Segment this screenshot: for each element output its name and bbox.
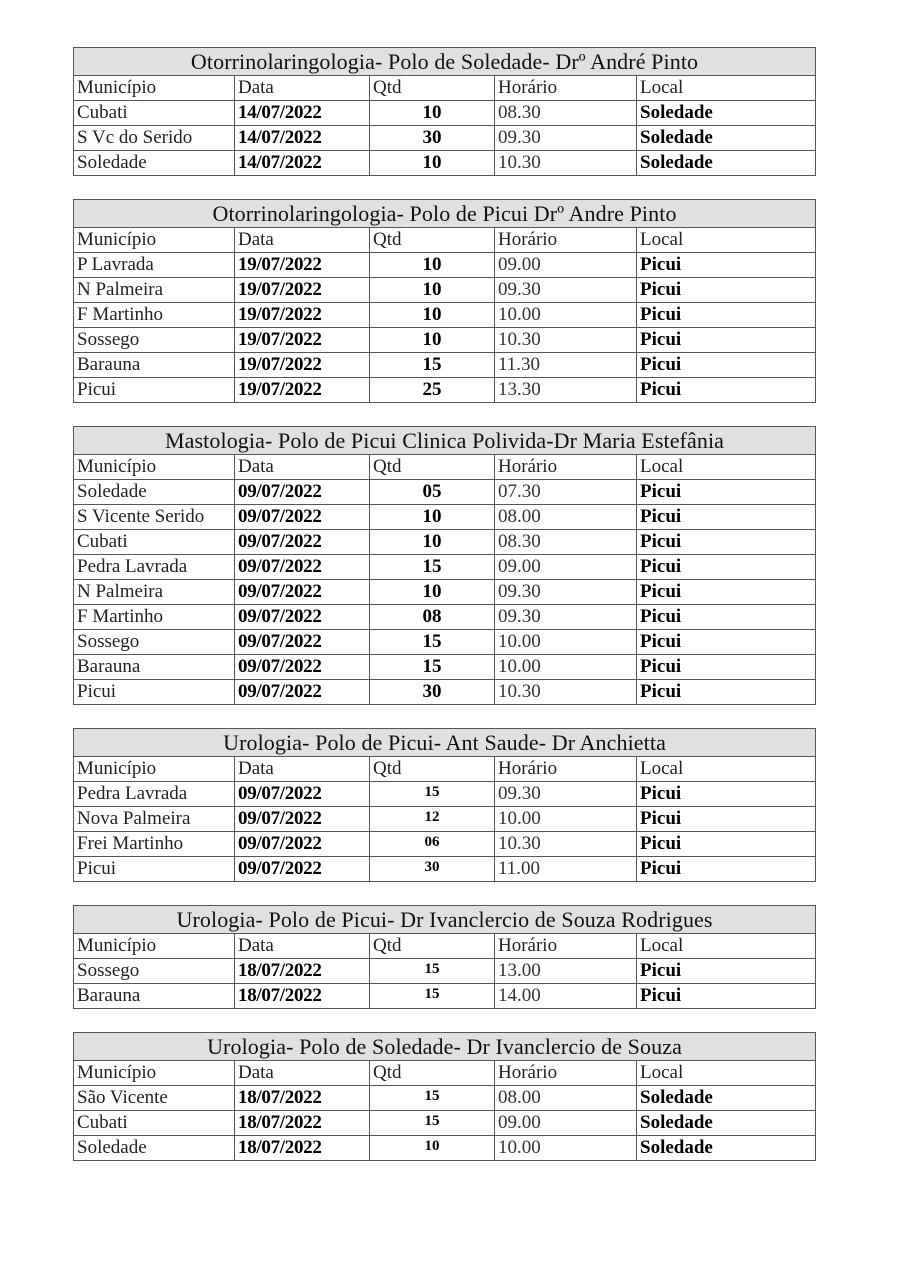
column-header-municipio: Município [74, 1061, 235, 1086]
table-row [74, 959, 816, 984]
cell-municipio: Cubati [74, 530, 235, 555]
cell-municipio: Pedra Lavrada [74, 782, 235, 807]
column-header-qtd: Qtd [370, 1061, 495, 1086]
cell-municipio: N Palmeira [74, 278, 235, 303]
cell-data: 09/07/2022 [235, 530, 370, 555]
cell-municipio: Picui [74, 378, 235, 403]
cell-qtd: 15 [370, 353, 495, 378]
cell-local: Picui [637, 328, 816, 353]
column-header-qtd: Qtd [370, 76, 495, 101]
schedule-table-urologia-picui-ivanclercio [73, 905, 816, 1009]
cell-local: Picui [637, 555, 816, 580]
cell-data: 09/07/2022 [235, 580, 370, 605]
column-header-local: Local [637, 757, 816, 782]
table-row [74, 807, 816, 832]
table-row [74, 1136, 816, 1161]
table-row [74, 857, 816, 882]
cell-data: 09/07/2022 [235, 782, 370, 807]
cell-horario: 09.30 [495, 605, 637, 630]
cell-municipio: Barauna [74, 655, 235, 680]
cell-data: 09/07/2022 [235, 832, 370, 857]
column-header-data: Data [235, 934, 370, 959]
cell-municipio: S Vicente Serido [74, 505, 235, 530]
cell-qtd: 30 [370, 680, 495, 705]
table-row [74, 1111, 816, 1136]
cell-qtd: 10 [370, 278, 495, 303]
column-header-data: Data [235, 228, 370, 253]
cell-local: Picui [637, 655, 816, 680]
cell-local: Picui [637, 530, 816, 555]
cell-local: Picui [637, 807, 816, 832]
cell-horario: 10.00 [495, 655, 637, 680]
table-row [74, 605, 816, 630]
cell-qtd: 05 [370, 480, 495, 505]
table-row [74, 984, 816, 1009]
cell-local: Soledade [637, 101, 816, 126]
table-title: Urologia- Polo de Picui- Ant Saude- Dr Anchietta [74, 729, 816, 757]
table-row [74, 378, 816, 403]
column-header-row [74, 76, 816, 101]
cell-municipio: Frei Martinho [74, 832, 235, 857]
cell-qtd: 30 [370, 857, 495, 882]
cell-municipio: S Vc do Serido [74, 126, 235, 151]
cell-qtd: 15 [370, 1086, 495, 1111]
table-row [74, 101, 816, 126]
column-header-municipio: Município [74, 76, 235, 101]
table-row [74, 1086, 816, 1111]
cell-municipio: Soledade [74, 151, 235, 176]
cell-horario: 09.30 [495, 580, 637, 605]
table-row [74, 151, 816, 176]
cell-local: Picui [637, 353, 816, 378]
cell-horario: 09.00 [495, 555, 637, 580]
column-header-local: Local [637, 934, 816, 959]
cell-horario: 10.00 [495, 1136, 637, 1161]
cell-qtd: 10 [370, 328, 495, 353]
cell-qtd: 10 [370, 505, 495, 530]
cell-municipio: São Vicente [74, 1086, 235, 1111]
cell-municipio: Sossego [74, 328, 235, 353]
cell-municipio: Cubati [74, 101, 235, 126]
cell-local: Soledade [637, 151, 816, 176]
table-title: Urologia- Polo de Soledade- Dr Ivanclercio de Souza [74, 1033, 816, 1061]
column-header-municipio: Município [74, 757, 235, 782]
schedule-table-otorrino-picui [73, 199, 816, 403]
cell-local: Picui [637, 857, 816, 882]
cell-municipio: F Martinho [74, 605, 235, 630]
cell-data: 19/07/2022 [235, 353, 370, 378]
cell-local: Soledade [637, 1086, 816, 1111]
column-header-row [74, 1061, 816, 1086]
column-header-row [74, 757, 816, 782]
cell-data: 09/07/2022 [235, 605, 370, 630]
table-row [74, 630, 816, 655]
cell-qtd: 15 [370, 959, 495, 984]
cell-horario: 09.00 [495, 1111, 637, 1136]
schedule-table-mastologia-picui [73, 426, 816, 705]
table-row [74, 505, 816, 530]
cell-local: Picui [637, 303, 816, 328]
column-header-data: Data [235, 455, 370, 480]
cell-horario: 10.30 [495, 680, 637, 705]
cell-data: 18/07/2022 [235, 1136, 370, 1161]
cell-data: 09/07/2022 [235, 505, 370, 530]
cell-local: Soledade [637, 1111, 816, 1136]
column-header-data: Data [235, 76, 370, 101]
cell-local: Picui [637, 580, 816, 605]
column-header-local: Local [637, 76, 816, 101]
cell-qtd: 10 [370, 580, 495, 605]
cell-data: 18/07/2022 [235, 959, 370, 984]
table-title: Mastologia- Polo de Picui Clinica Polivida-Dr Maria Estefânia [74, 427, 816, 455]
cell-qtd: 10 [370, 253, 495, 278]
cell-municipio: Picui [74, 857, 235, 882]
cell-municipio: Soledade [74, 1136, 235, 1161]
table-row [74, 253, 816, 278]
column-header-horario: Horário [495, 1061, 637, 1086]
column-header-row [74, 455, 816, 480]
cell-data: 19/07/2022 [235, 253, 370, 278]
cell-qtd: 30 [370, 126, 495, 151]
cell-local: Picui [637, 832, 816, 857]
column-header-horario: Horário [495, 228, 637, 253]
cell-horario: 07.30 [495, 480, 637, 505]
column-header-qtd: Qtd [370, 934, 495, 959]
cell-horario: 09.30 [495, 278, 637, 303]
cell-municipio: Soledade [74, 480, 235, 505]
cell-data: 09/07/2022 [235, 555, 370, 580]
cell-local: Picui [637, 782, 816, 807]
cell-qtd: 25 [370, 378, 495, 403]
table-row [74, 328, 816, 353]
table-row [74, 353, 816, 378]
cell-qtd: 10 [370, 530, 495, 555]
cell-qtd: 15 [370, 984, 495, 1009]
cell-horario: 10.00 [495, 303, 637, 328]
cell-local: Picui [637, 605, 816, 630]
cell-horario: 10.30 [495, 832, 637, 857]
column-header-data: Data [235, 757, 370, 782]
cell-data: 09/07/2022 [235, 630, 370, 655]
cell-qtd: 10 [370, 303, 495, 328]
cell-local: Picui [637, 630, 816, 655]
cell-municipio: P Lavrada [74, 253, 235, 278]
column-header-data: Data [235, 1061, 370, 1086]
cell-municipio: Barauna [74, 984, 235, 1009]
cell-municipio: N Palmeira [74, 580, 235, 605]
cell-local: Picui [637, 680, 816, 705]
cell-horario: 08.00 [495, 1086, 637, 1111]
cell-horario: 08.00 [495, 505, 637, 530]
cell-municipio: Barauna [74, 353, 235, 378]
cell-horario: 10.30 [495, 151, 637, 176]
cell-horario: 09.00 [495, 253, 637, 278]
cell-municipio: Picui [74, 680, 235, 705]
column-header-qtd: Qtd [370, 757, 495, 782]
column-header-qtd: Qtd [370, 228, 495, 253]
table-row [74, 480, 816, 505]
table-row [74, 680, 816, 705]
cell-local: Picui [637, 253, 816, 278]
cell-data: 09/07/2022 [235, 807, 370, 832]
table-row [74, 530, 816, 555]
cell-qtd: 15 [370, 1111, 495, 1136]
cell-qtd: 10 [370, 151, 495, 176]
cell-horario: 10.00 [495, 807, 637, 832]
table-row [74, 832, 816, 857]
column-header-horario: Horário [495, 455, 637, 480]
cell-local: Picui [637, 959, 816, 984]
cell-data: 09/07/2022 [235, 680, 370, 705]
table-title: Otorrinolaringologia- Polo de Picui Drº Andre Pinto [74, 200, 816, 228]
cell-qtd: 15 [370, 630, 495, 655]
column-header-horario: Horário [495, 76, 637, 101]
cell-data: 09/07/2022 [235, 655, 370, 680]
cell-local: Soledade [637, 126, 816, 151]
cell-qtd: 06 [370, 832, 495, 857]
cell-data: 18/07/2022 [235, 1086, 370, 1111]
cell-data: 18/07/2022 [235, 1111, 370, 1136]
table-row [74, 303, 816, 328]
cell-qtd: 15 [370, 555, 495, 580]
cell-data: 19/07/2022 [235, 378, 370, 403]
column-header-local: Local [637, 228, 816, 253]
table-row [74, 655, 816, 680]
column-header-horario: Horário [495, 934, 637, 959]
cell-horario: 09.30 [495, 126, 637, 151]
cell-horario: 10.00 [495, 630, 637, 655]
cell-horario: 09.30 [495, 782, 637, 807]
cell-horario: 13.00 [495, 959, 637, 984]
cell-horario: 13.30 [495, 378, 637, 403]
cell-qtd: 12 [370, 807, 495, 832]
cell-local: Picui [637, 278, 816, 303]
cell-data: 19/07/2022 [235, 303, 370, 328]
cell-data: 14/07/2022 [235, 101, 370, 126]
column-header-horario: Horário [495, 757, 637, 782]
cell-municipio: F Martinho [74, 303, 235, 328]
cell-horario: 11.30 [495, 353, 637, 378]
schedule-table-urologia-soledade-ivanclercio [73, 1032, 816, 1161]
cell-horario: 10.30 [495, 328, 637, 353]
column-header-row [74, 228, 816, 253]
cell-local: Picui [637, 480, 816, 505]
cell-municipio: Sossego [74, 630, 235, 655]
schedule-table-urologia-picui-anchietta [73, 728, 816, 882]
column-header-row [74, 934, 816, 959]
cell-qtd: 15 [370, 782, 495, 807]
cell-data: 14/07/2022 [235, 126, 370, 151]
table-row [74, 278, 816, 303]
cell-horario: 08.30 [495, 101, 637, 126]
cell-qtd: 10 [370, 101, 495, 126]
cell-local: Soledade [637, 1136, 816, 1161]
cell-municipio: Pedra Lavrada [74, 555, 235, 580]
schedule-document [73, 47, 815, 1184]
column-header-municipio: Município [74, 455, 235, 480]
table-title: Otorrinolaringologia- Polo de Soledade- Drº André Pinto [74, 48, 816, 76]
cell-data: 19/07/2022 [235, 328, 370, 353]
cell-qtd: 15 [370, 655, 495, 680]
column-header-municipio: Município [74, 228, 235, 253]
cell-data: 14/07/2022 [235, 151, 370, 176]
column-header-qtd: Qtd [370, 455, 495, 480]
cell-data: 09/07/2022 [235, 480, 370, 505]
cell-horario: 14.00 [495, 984, 637, 1009]
cell-qtd: 08 [370, 605, 495, 630]
schedule-table-otorrino-soledade [73, 47, 816, 176]
column-header-local: Local [637, 1061, 816, 1086]
column-header-municipio: Município [74, 934, 235, 959]
cell-municipio: Cubati [74, 1111, 235, 1136]
cell-local: Picui [637, 378, 816, 403]
cell-horario: 08.30 [495, 530, 637, 555]
cell-municipio: Nova Palmeira [74, 807, 235, 832]
cell-local: Picui [637, 505, 816, 530]
cell-qtd: 10 [370, 1136, 495, 1161]
cell-data: 09/07/2022 [235, 857, 370, 882]
cell-horario: 11.00 [495, 857, 637, 882]
table-title: Urologia- Polo de Picui- Dr Ivanclercio de Souza Rodrigues [74, 906, 816, 934]
cell-data: 19/07/2022 [235, 278, 370, 303]
table-row [74, 580, 816, 605]
table-row [74, 126, 816, 151]
cell-municipio: Sossego [74, 959, 235, 984]
table-row [74, 782, 816, 807]
cell-local: Picui [637, 984, 816, 1009]
column-header-local: Local [637, 455, 816, 480]
cell-data: 18/07/2022 [235, 984, 370, 1009]
table-row [74, 555, 816, 580]
